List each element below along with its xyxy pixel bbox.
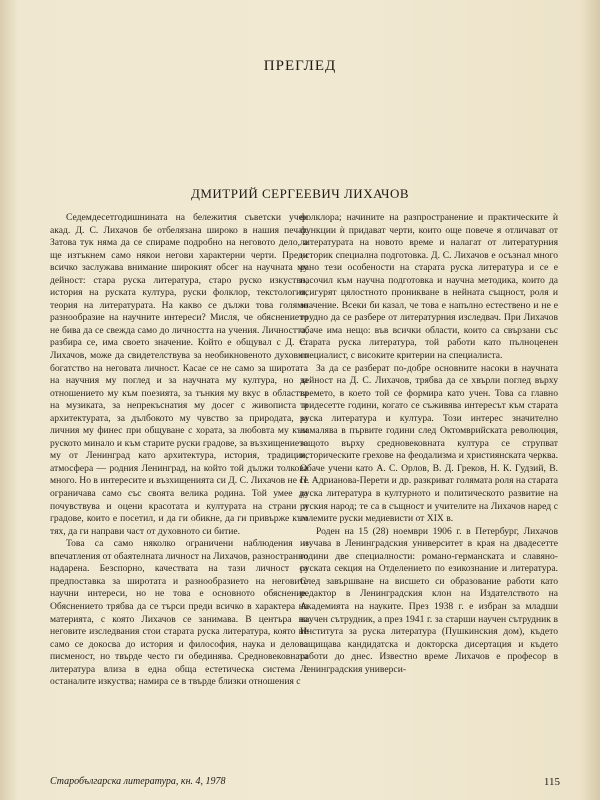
journal-citation: Старобългарска литература, кн. 4, 1978 xyxy=(50,776,226,787)
paragraph: Седемдесетгодишнината на бележития съветски учен акад. Д. С. Лихачов бе отбелязана широко в нашия печат. Затова тук няма да се спираме подробно на неговото дело, а ще изтъкнем само някои негови характерни черти. Преди всичко заслужава внимание широкият обсег на научната му дейност: стара руска литература, старо руско изкуство, история на руската култура, руски фолклор, текстология, теория на литературата. На какво се дължи това голямо разнообразие на научните интереси? Мисля, че обяснението не бива да се свежда само до личността на учения. Личността, разбира се, има своето значение. Който е общувал с Д. С. Лихачов, може да свидетелствува за необикновеното духовно богатство на неговата личност. Касае се не само за широтата на научния му поглед и за научната му култура, но за отношението му към поезията, за тънкия му вкус в областта на музиката, за непрекъснатия му досег с живописта и архитектурата, за дълбокото му чувство за природата, за личния му финес при общуване с хората, за любовта му към руското минало и към старите руски градове, за възхищението му от Ленинград като архитектура, история, традиция, атмосфера — родния Ленинград, на който той дължи толкова много. Но в интересите и възхищенията си Д. С. Лихачов не се ограничава само със своята велика родина. Той умее да почувствува и оцени красотата и културата на страни и градове, които е посетил, и да ги обикне, да ги привърже към тях, да ги направи част от духовното си битие. xyxy=(50,212,308,537)
paragraph: Роден на 15 (28) ноември 1906 г. в Петербург, Лихачов изучава в Ленинградския университет в края на двадесетте години две специалности: романо-германската и славяно-руската секция на Отделението по езикознание и литература. След завършване на висшето си образование работи като редактор в Ленинградския клон на Издателството на Академията на науките. През 1938 г. е избран за младши научен сътрудник, а през 1941 г. за старши научен сътрудник в Института за руска литература (Пушкинския дом), където защищава кандидатска и докторска дисертация и където работи до днес. Известно време Лихачов е професор в Ленинградския универси- xyxy=(300,525,558,675)
left-column xyxy=(50,212,308,768)
paragraph: Това са само няколко ограничени наблюдения и впечатления от обаятелната личност на Лихачов, разностранно надарена. Безспорно, качествата на тази личност са предпоставка за широтата и разнообразието на неговите научни интереси, но не това е основното обяснение. Обяснението трябва да се търси преди всичко в характера на материята, с която Лихачов се занимава. В центъра на неговите изследвания стои старата руска литература, която не само се докосва до история и философия, наука и делова писменост, но твърде често ги обединява. Средновековната литература влиза в една обща естетическа система с останалите изкуства; намира се в твърде близки отношения с xyxy=(50,538,308,688)
paragraph: За да се разберат по-добре основните насоки в научната дейност на Д. С. Лихачов, трябва да се хвърли поглед върху времето, в което той се формира като учен. Това са главно тридесетте години, когато се съживява интересът към старата руска литература и култура. Този интерес значително намалява в първите години след Октомврийската революция, защото върху средновековната култура се струпват историческите грехове на феодализма и християнската черква. Обаче учени като А. С. Орлов, В. Д. Греков, Н. К. Гудзий, В. П. Адрианова-Перети и др. разкриват голямата роля на старата руска литература в културното и политическото развитие на руския народ; те са в същност и учителите на Лихачов наред с големите руски медиевисти от XIX в. xyxy=(300,362,558,525)
page-number: 115 xyxy=(543,776,560,788)
right-column xyxy=(300,212,558,768)
section-title: ПРЕГЛЕД xyxy=(263,58,337,74)
article-heading: ДМИТРИЙ СЕРГЕЕВИЧ ЛИХАЧОВ xyxy=(190,186,410,201)
page-footer xyxy=(50,776,560,792)
paragraph-continuation: фолклора; начините на разпространение и практическите ѝ функции ѝ придават черти, които още повече я отличават от литературата на новото време и налагат от литературния историк специална подготовка. Д. С. Лихачов е осъзнал много рано тези особености на старата руска литература и се е насочил към научна подготовка и научна методика, които да осигурят цялостното проникване в нейната същност, роля и значение. Всеки би казал, че това е напълно естествено и не е трудно да се разбере от литературния изследвач. При Лихачов обаче има нещо: във всички области, които са свързани със старата руска литература, той работи като пълноценен специалист, с високите критерии на специалиста. xyxy=(300,212,558,362)
